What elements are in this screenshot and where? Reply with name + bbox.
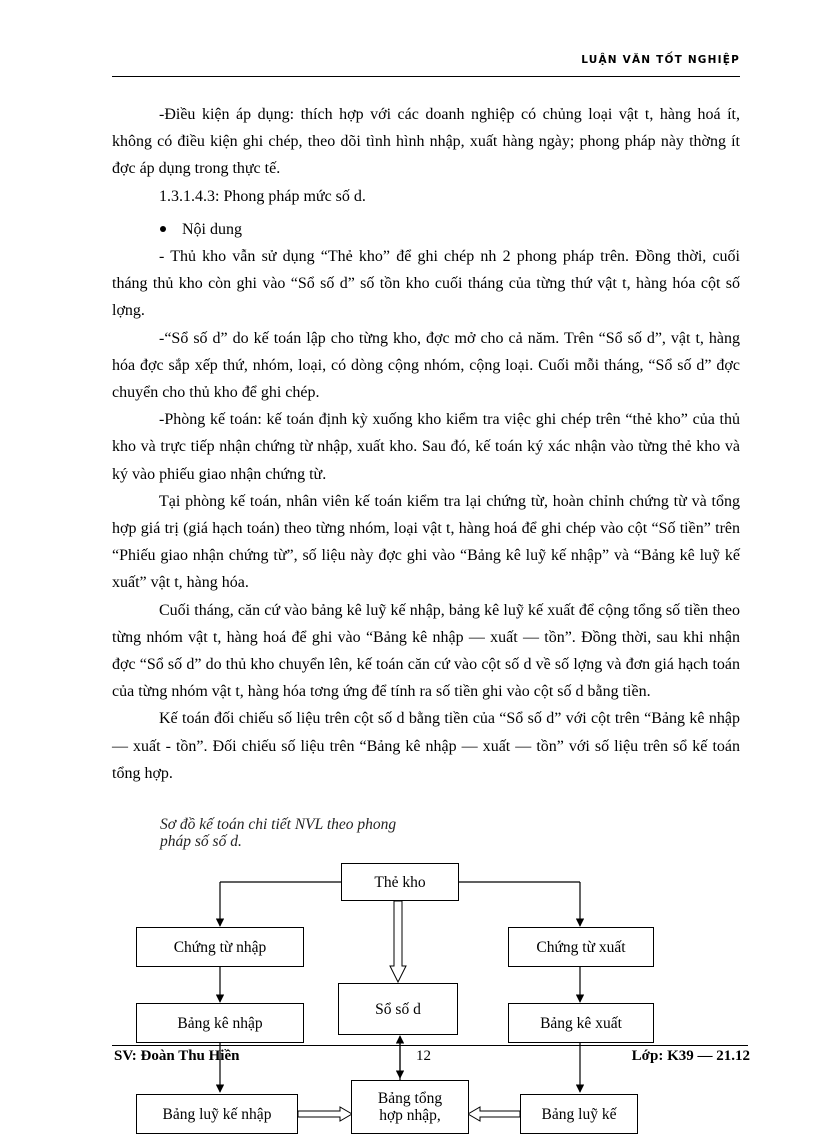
box-bang-ke-xuat: Bảng kê xuất bbox=[508, 1003, 654, 1043]
footer-page-number: 12 bbox=[416, 1048, 431, 1064]
box-bang-tong-hop bbox=[351, 1080, 469, 1134]
section-heading: 1.3.1.4.3: Phong pháp mức số d. bbox=[159, 187, 366, 205]
box-bang-luy-ke-nhap: Bảng luỹ kế nhập bbox=[136, 1094, 298, 1134]
paragraph-doi-chieu: Kế toán đối chiếu số liệu trên cột số d bằng tiền của “Sổ số d” với cột trên “Bảng kê nhập — xuất - tồn”. Đối chiếu số liệu trên “Bảng kê nhập — xuất — tồn” với số liệu trên sổ kế toán tổng hợp. bbox=[112, 710, 740, 782]
paragraph-tai-phong: Tại phòng kế toán, nhân viên kế toán kiểm tra lại chứng từ, hoàn chỉnh chứng từ và tổng hợp giá trị (giá hạch toán) theo từng nhóm, loại vật t, hàng hoá để ghi chép vào cột “Số tiền” trên “Phiếu giao nhận chứng từ”, số liệu này đợc ghi vào “Bảng kê luỹ kế nhập” và “Bảng kê luỹ kế xuất” vật t, hàng hóa. bbox=[112, 492, 740, 592]
footer-student: SV: Đoàn Thu Hiền bbox=[114, 1048, 240, 1064]
paragraph-cuoi-thang: Cuối tháng, căn cứ vào bảng kê luỹ kế nhập, bảng kê luỹ kế xuất để cộng tổng số tiền theo từng nhóm vật t, hàng hoá để ghi vào “Bảng kê nhập — xuất — tồn”. Đồng thời, sau khi nhận đợc “Sổ số d” do thủ kho chuyển lên, kế toán căn cứ vào cột số d về số lợng và đơn giá hạch toán của từng nhóm vật t, hàng hóa tơng ứng để tính ra số tiền ghi vào cột số d bằng tiền. bbox=[112, 601, 740, 701]
footer-class: Lớp: K39 — 21.12 bbox=[631, 1048, 750, 1064]
tong-hop-line-1: Bảng tổng bbox=[377, 1090, 443, 1107]
box-bang-ke-nhap: Bảng kê nhập bbox=[136, 1003, 304, 1043]
box-so-so-du: Sổ số d bbox=[338, 983, 458, 1035]
caption-line-2: pháp số số d. bbox=[160, 833, 242, 850]
caption-line-1: Sơ đồ kế toán chi tiết NVL theo phong bbox=[160, 816, 397, 833]
arrow-to-so-so-du bbox=[390, 901, 406, 982]
paragraph-phong-ke-toan: -Phòng kế toán: kế toán định kỳ xuống kho kiểm tra việc ghi chép trên “thẻ kho” của thủ kho và trực tiếp nhận chứng từ nhập, xuất kho. Sau đó, kế toán ký xác nhận vào từng thẻ kho và ký vào phiếu giao nhận chứng từ. bbox=[112, 411, 740, 483]
box-chung-tu-xuat: Chứng từ xuất bbox=[508, 927, 654, 967]
running-header: LUẬN VĂN TỐT NGHIỆP bbox=[581, 54, 740, 66]
paragraph-conditions: -Điều kiện áp dụng: thích hợp với các doanh nghiệp có chủng loại vật t, hàng hoá ít, không có điều kiện ghi chép, theo dõi tình hình nhập, xuất hàng ngày; phong pháp này thờng ít đợc áp dụng trong thực tế. bbox=[112, 106, 740, 178]
paragraph-so-so-du: -“Sổ số d” do kế toán lập cho từng kho, đợc mở cho cả năm. Trên “Sổ số d”, vật t, hàng hóa đợc sắp xếp thứ, nhóm, loại, có dòng cộng nhóm, cộng loại. Cuối mỗi tháng, “Sổ số d” đợc chuyển cho thủ kho để ghi chép. bbox=[112, 329, 740, 402]
box-chung-tu-nhap: Chứng từ nhập bbox=[136, 927, 304, 967]
footer-rule bbox=[112, 1045, 748, 1046]
arrow-luy-ke-nhap-to-tong-hop bbox=[298, 1107, 352, 1121]
box-bang-luy-ke-xuat: Bảng luỹ kế bbox=[520, 1094, 638, 1134]
paragraph-thu-kho: - Thủ kho vẫn sử dụng “Thẻ kho” để ghi chép nh 2 phong pháp trên. Đồng thời, cuối tháng thủ kho còn ghi vào “Sổ số d” số tồn kho cuối tháng của từng thứ vật t, hàng hóa cột số lợng. bbox=[112, 248, 740, 320]
box-the-kho: Thẻ kho bbox=[341, 863, 459, 901]
bullet-label: Nội dung bbox=[182, 220, 242, 238]
arrow-luy-ke-xuat-to-tong-hop bbox=[468, 1107, 520, 1121]
tong-hop-line-2: hợp nhập, bbox=[379, 1107, 441, 1124]
